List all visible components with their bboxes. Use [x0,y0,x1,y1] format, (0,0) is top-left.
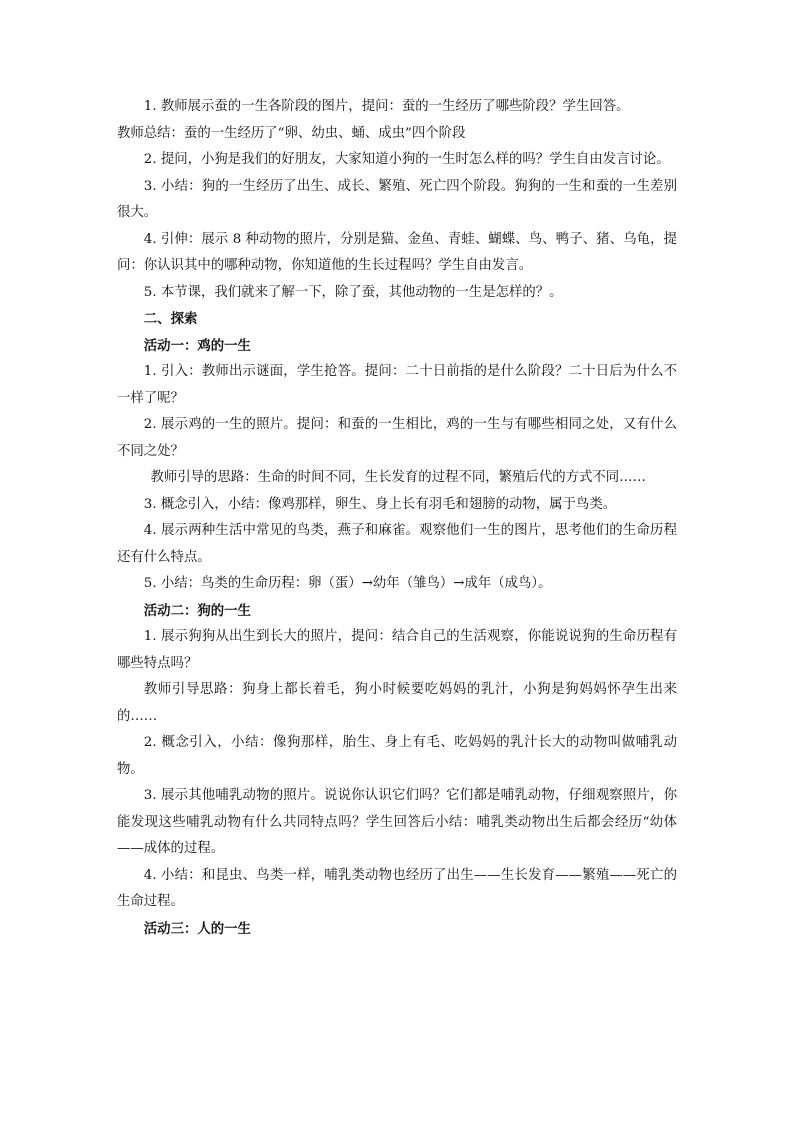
paragraph-10: 3. 概念引入，小结：像鸡那样，卵生、身上长有羽毛和翅膀的动物，属于鸟类。 [143,496,617,512]
paragraph-1: 1. 教师展示蚕的一生各阶段的图片，提问：蚕的一生经历了哪些阶段？学生回答。 [143,99,630,114]
paragraph-2: 教师总结：蚕的一生经历了“卵、幼虫、蛹、成虫”四个阶段 [117,125,466,141]
paragraph-12: 5. 小结：鸟类的生命历程：卵（蛋）→幼年（雏鸟）→成年（成鸟）。 [143,576,552,591]
paragraph-9: 教师引导的思路：生命的时间不同，生长发育的过程不同，繁殖后代的方式不同…… [150,470,646,485]
activity-heading-chicken: 活动一：鸡的一生 [143,337,251,354]
paragraph-11: 4. 展示两种生活中常见的鸟类，燕子和麻雀。观察他们一生的图片，思考他们的生命历程还有什么特点。 [117,523,677,565]
section-heading-explore: 二、探索 [143,311,198,327]
paragraph-15: 2. 概念引入，小结：像狗那样，胎生、身上有毛、吃妈妈的乳汁长大的动物叫做哺乳动物。 [117,735,677,777]
paragraph-4: 3. 小结：狗的一生经历了出生、成长、繁殖、死亡四个阶段。狗狗的一生和蚕的一生差别很大。 [117,178,677,220]
paragraph-8: 2. 展示鸡的一生的照片。提问：和蚕的一生相比，鸡的一生与有哪些相同之处，又有什么不同之处？ [117,417,677,459]
paragraph-5: 4. 引伸：展示 8 种动物的照片，分别是猫、金鱼、青蛙、蝴蝶、鸟、鸭子、猪、乌龟，提问：你认识其中的哪种动物，你知道他的生长过程吗？学生自由发言。 [117,231,677,273]
paragraph-7: 1. 引入：教师出示谜面，学生抢答。提问：二十日前指的是什么阶段？二十日后为什么不一样了呢？ [117,364,677,406]
paragraph-6: 5. 本节课，我们就来了解一下，除了蚕，其他动物的一生是怎样的？。 [143,284,563,300]
paragraph-16: 3. 展示其他哺乳动物的照片。说说你认识它们吗？它们都是哺乳动物，仔细观察照片，你能发现这些哺乳动物有什么共同特点吗？学生回答后小结：哺乳类动物出生后都会经历“幼体——成体的过程。 [117,788,677,856]
activity-heading-dog: 活动二：狗的一生 [143,602,251,619]
paragraph-17: 4. 小结：和昆虫、鸟类一样，哺乳类动物也经历了出生——生长发育——繁殖——死亡的生命过程。 [117,867,677,909]
paragraph-3: 2. 提问，小狗是我们的好朋友，大家知道小狗的一生时怎么样的吗？学生自由发言讨论。 [143,152,670,167]
document-page [117,94,677,942]
paragraph-13: 1. 展示狗狗从出生到长大的照片，提问：结合自己的生活观察，你能说说狗的生命历程有哪些特点吗？ [117,629,677,671]
paragraph-14: 教师引导思路：狗身上都长着毛，狗小时候要吃妈妈的乳汁，小狗是狗妈妈怀孕生出来的…… [117,682,677,724]
activity-heading-human: 活动三：人的一生 [143,920,251,937]
